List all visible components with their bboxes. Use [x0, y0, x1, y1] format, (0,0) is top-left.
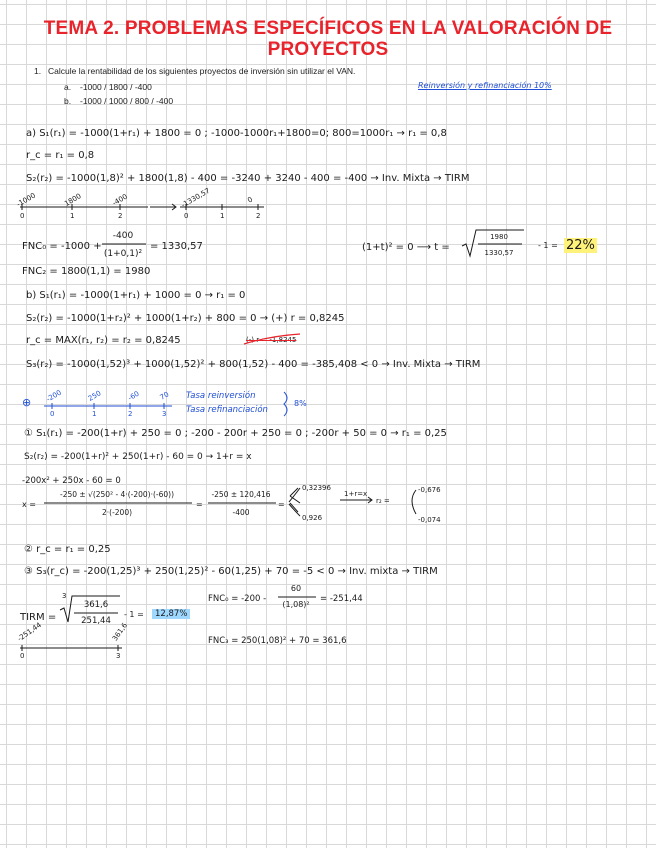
line-b-step3: ③ S₃(r_c) = -200(1,25)³ + 250(1,25)² - 60(1,25) + 70 = -5 < 0 → Inv. mixta → TIRM [24, 566, 438, 577]
option-b: -1000 / 1000 / 800 / -400 [80, 96, 174, 106]
reinvestment-note: Reinversión y refinanciación 10% [418, 81, 552, 90]
tl2-val-1: 0 [246, 195, 255, 205]
tirm-b-num: 361,6 [83, 600, 109, 610]
page-title: TEMA 2. PROBLEMAS ESPECÍFICOS EN LA VALORACIÓN DE PROYECTOS [43, 18, 613, 60]
line-rc: r_c = r₁ = 0,8 [26, 150, 95, 161]
quad-den2: -400 [232, 508, 250, 517]
r2-root-2: -0,074 [418, 516, 441, 524]
tirm-b-result: 12,87% [152, 609, 190, 619]
fnc0b-den: (1,08)² [282, 600, 310, 609]
option-a-label: a. [64, 82, 72, 92]
quad-num2: -250 ± 120,416 [211, 490, 271, 499]
fnc3: FNC₃ = 250(1,08)² + 70 = 361,6 [208, 636, 347, 646]
quad-num: -250 ± √(250² - 4·(-200)·(-60)) [59, 490, 175, 499]
tl4-val-0: -251,44 [16, 620, 43, 644]
tl3-val-1: 250 [86, 389, 103, 403]
root-1: 0,32396 [302, 484, 331, 492]
tl2-idx-1: 1 [220, 212, 225, 220]
line-a-s1: a) S₁(r₁) = -1000(1+r₁) + 1800 = 0 ; -1000-1000r₁+1800=0; 800=1000r₁ → r₁ = 0,8 [26, 128, 447, 139]
line-b1: ① S₁(r₁) = -200(1+r) + 250 = 0 ; -200 - 200r + 250 = 0 ; -200r + 50 = 0 → r₁ = 0,25 [24, 428, 447, 439]
tl1-idx-1: 1 [70, 212, 75, 220]
tl2-val-0: -1330,57 [180, 186, 212, 210]
line-b-neg-root: (-) r = -1,8245 [246, 336, 297, 344]
task-number: 1. [34, 66, 42, 76]
tirm-b-lhs: TIRM = [20, 612, 57, 623]
tl3-val-0: -200 [45, 388, 63, 404]
tl1-idx-0: 0 [20, 212, 25, 220]
fnc0-num: -400 [112, 231, 134, 241]
fnc0b-num: 60 [290, 584, 302, 593]
tl3-val-2: -60 [126, 389, 141, 403]
tl3-idx-0: 0 [50, 410, 55, 418]
fnc0-lhs: FNC₀ = -1000 + [22, 241, 102, 252]
line-b-s2: S₂(r₂) = -1000(1+r₂)² + 1000(1+r₂) + 800 = 0 → (+) r = 0,8245 [26, 313, 345, 324]
tasa-value: 8% [294, 399, 307, 408]
tirm-a-minus: - 1 = [538, 241, 558, 250]
tl1-val-0: -1000 [15, 191, 37, 209]
tasa-reinversion: Tasa reinversión [186, 391, 256, 401]
plus-circle-icon: ⊕ [22, 396, 32, 409]
tl1-val-1: 1800 [63, 192, 83, 208]
option-b-label: b. [64, 96, 72, 106]
tl3-idx-2: 2 [128, 410, 133, 418]
root-2: 0,926 [302, 514, 323, 522]
tl4-val-1: 361,6 [110, 621, 130, 643]
tirm-a-result: 22% [566, 238, 595, 253]
tl3-idx-3: 3 [162, 410, 167, 418]
quad-den: 2·(-200) [101, 508, 133, 517]
line-b-s1: b) S₁(r₁) = -1000(1+r₁) + 1000 = 0 → r₁ = 0 [26, 290, 246, 301]
tl1-val-2: -400 [111, 192, 129, 208]
task-statement: Calcule la rentabilidad de los siguientes proyectos de inversión sin utilizar el VAN. [48, 66, 356, 76]
tirm-a-lhs: (1+t)² = 0 ⟶ t = [362, 242, 450, 253]
tl4-idx-0: 0 [20, 652, 25, 660]
line-b-s3: S₃(r₂) = -1000(1,52)³ + 1000(1,52)² + 800(1,52) - 400 = -385,408 < 0 → Inv. Mixta → TIRM [26, 359, 481, 370]
line-b3: -200x² + 250x - 60 = 0 [22, 476, 121, 486]
fnc0-den: (1+0,1)² [103, 249, 143, 259]
roots-arrow-label: 1+r=x [344, 490, 368, 498]
tirm-a-den: 1330,57 [484, 249, 514, 257]
tirm-b-root-index: 3 [62, 592, 67, 600]
tl3-idx-1: 1 [92, 410, 97, 418]
line-b2: S₂(r₂) = -200(1+r)² + 250(1+r) - 60 = 0 → 1+r = x [24, 452, 252, 462]
tl4-idx-1: 3 [116, 652, 121, 660]
line-s2: S₂(r₂) = -1000(1,8)² + 1800(1,8) - 400 = -3240 + 3240 - 400 = -400 → Inv. Mixta → TIRM [26, 173, 470, 184]
option-a: -1000 / 1800 / -400 [80, 82, 152, 92]
tl2-idx-0: 0 [184, 212, 189, 220]
tl2-idx-2: 2 [256, 212, 261, 220]
tl3-val-3: 70 [158, 390, 171, 402]
fnc0b-res: = -251,44 [320, 594, 363, 604]
tirm-b-minus: - 1 = [124, 610, 144, 619]
tirm-a-num: 1980 [490, 233, 508, 241]
r2-root-1: -0,676 [418, 486, 441, 494]
quad-lhs: x = [22, 500, 36, 509]
line-b-rc: r_c = MAX(r₁, r₂) = r₂ = 0,8245 [26, 335, 181, 346]
line-fnc2: FNC₂ = 1800(1,1) = 1980 [22, 266, 151, 277]
tasa-refinanciacion: Tasa refinanciación [186, 405, 268, 415]
fnc0-res: = 1330,57 [150, 241, 203, 252]
tirm-b-den: 251,44 [81, 616, 111, 626]
fnc0b-lhs: FNC₀ = -200 - [208, 594, 267, 604]
line-b-step2: ② r_c = r₁ = 0,25 [24, 544, 111, 555]
tl1-idx-2: 2 [118, 212, 123, 220]
